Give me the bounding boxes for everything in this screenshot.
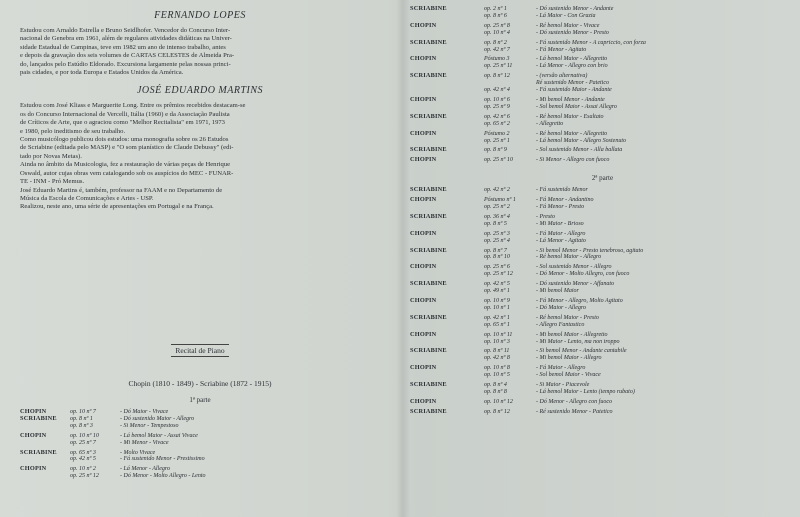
program-row xyxy=(410,204,795,211)
opus: op. 10 nº 9 xyxy=(484,298,510,304)
opus: op. 8 nº 9 xyxy=(484,147,507,154)
work: - Ré sustenido Menor - Patetico xyxy=(536,408,613,415)
opus: Póstumo 2 xyxy=(484,130,510,137)
bio-line: Estudou com José Kliass e Marguerite Long. Entre os prêmios recebidos destacam-se xyxy=(20,102,246,110)
opus: op. 25 nº 7 xyxy=(70,439,96,446)
opus: op. 10 nº 2 xyxy=(70,466,96,473)
work: - Allegretto xyxy=(536,120,564,127)
program-row xyxy=(20,433,380,440)
composer: CHOPIN xyxy=(410,364,437,372)
artist-1-section xyxy=(20,10,380,77)
work: - Dó sustenido Maior - Allegro xyxy=(120,415,195,422)
bio-line: Realizou, neste ano, uma série de apresentações em Portugal e na França. xyxy=(20,203,214,211)
work: - Lá Menor - Agitato xyxy=(536,237,586,244)
opus: op. 10 nº 11 xyxy=(484,331,513,338)
opus: op. 10 nº 12 xyxy=(484,398,513,405)
bio-line: TE - INM - Pró Memus. xyxy=(20,178,85,186)
opus: op. 42 nº 5 xyxy=(484,281,510,288)
work: - Mi Maior - Brioso xyxy=(536,220,584,227)
program-row xyxy=(410,197,795,204)
program-row xyxy=(410,157,795,164)
composer xyxy=(410,13,484,20)
opus: op. 36 nº 4 xyxy=(484,213,510,220)
program-subtitle: Chopin (1810 - 1849) - Scriabine (1872 - 1915) xyxy=(128,379,272,388)
composer: SCRIABINE xyxy=(410,347,447,355)
work: - Ré bemol Maior - Presto xyxy=(536,314,599,321)
composer: SCRIABINE xyxy=(410,407,447,415)
bio-line: pais cidades, e por toda Europa e Estados Unidos da América. xyxy=(20,69,184,77)
work: - Lá bemol Maior - Assai Vivace xyxy=(120,432,198,439)
work: - Si bemol Menor - Andante cantabile xyxy=(536,348,627,355)
program-row xyxy=(410,121,795,128)
composer xyxy=(410,238,484,245)
composer xyxy=(410,254,484,261)
work: - Molto Vivace xyxy=(120,449,156,456)
composer xyxy=(410,121,484,128)
bio-line: de Críticos de Arte, que o agraciou como "Melhor Recitalista" em 1971, 1973 xyxy=(20,119,225,127)
opus: op. 65 nº 2 xyxy=(484,120,510,127)
work: - Ré bemol Maior - Allegretto xyxy=(536,130,608,137)
opus: op. 10 nº 7 xyxy=(70,409,96,415)
opus: op. 65 nº 3 xyxy=(70,449,96,456)
bio-line: e depois da gravação dos seis volumes de CARTAS CELESTES de Almeida Pra- xyxy=(20,52,235,60)
program-part-1 xyxy=(20,409,380,480)
program-row xyxy=(20,440,380,447)
bio-line: Estudou com Arnaldo Estrella e Bruno Seidlhofer. Vencedor do Concurso Inter- xyxy=(20,27,231,34)
program-row xyxy=(410,23,795,30)
work: - Lá Maior - Con Grazia xyxy=(536,12,596,19)
recital-block xyxy=(20,346,380,480)
bio-line: Como musicólogo publicou dois estudos: uma monografia sobre os 26 Estudos xyxy=(20,136,229,144)
work: - Lá bemol Maior - Lento (tempo rubato) xyxy=(536,388,635,395)
composer xyxy=(410,322,484,329)
recital-title: Recital de Piano xyxy=(171,344,228,357)
composer: SCRIABINE xyxy=(410,280,447,288)
composer xyxy=(410,104,484,111)
work: - Si Menor - Allegro con fuoco xyxy=(536,157,610,164)
opus: op. 8 nº 12 xyxy=(484,408,510,415)
work: - Fá Menor - Presto xyxy=(536,204,585,211)
opus: op. 8 nº 11 xyxy=(484,348,510,355)
composer: CHOPIN xyxy=(410,55,437,63)
artist-2-section xyxy=(20,85,380,211)
work: - Sol bemol Maior - Vivace xyxy=(536,372,601,379)
opus: op. 8 nº 8 xyxy=(484,388,507,395)
opus: op. 25 nº 12 xyxy=(70,473,99,480)
opus: op. 10 nº 6 xyxy=(484,96,510,103)
work: - Fá sustenido Menor - Prestissimo xyxy=(120,456,205,463)
composer xyxy=(410,63,484,70)
composer xyxy=(410,138,484,145)
work: - Fá Menor - Agitato xyxy=(536,46,587,53)
bio-line: nacional de Genebra em 1961, além de regulares atividades didáticas na Univer- xyxy=(20,35,232,43)
program-row xyxy=(410,298,795,305)
work: - Mi Menor - Vivace xyxy=(120,439,169,446)
composer: CHOPIN xyxy=(410,95,437,103)
composer: SCRIABINE xyxy=(410,112,447,120)
work: - Ré bemol Maior - Vivace xyxy=(536,22,600,29)
right-page xyxy=(410,6,795,416)
opus: op. 49 nº 1 xyxy=(484,288,510,295)
composer xyxy=(410,271,484,278)
opus: op. 8 nº 6 xyxy=(484,12,507,19)
opus: Póstumo nº 1 xyxy=(484,197,516,204)
program-part-1-continued xyxy=(410,6,795,164)
work: - Presto xyxy=(536,213,555,220)
composer: SCRIABINE xyxy=(410,212,447,220)
program-row xyxy=(410,47,795,54)
opus: Póstumo 3 xyxy=(484,56,510,63)
part-2-heading: 2ª parte xyxy=(591,174,614,183)
composer: CHOPIN xyxy=(410,196,437,204)
composer: CHOPIN xyxy=(410,263,437,271)
opus: op. 25 nº 11 xyxy=(484,63,513,70)
bio-line: os do Concurso Internacional de Vercelli, Itália (1960) e da Associação Paulista xyxy=(20,110,230,118)
page-fold xyxy=(396,0,410,517)
program-row xyxy=(410,332,795,339)
work: - Fá Menor - Allegro, Molto Agitato xyxy=(536,298,623,304)
opus: op. 8 nº 3 xyxy=(70,422,93,429)
composer xyxy=(410,47,484,54)
program-row xyxy=(410,131,795,138)
composer: SCRIABINE xyxy=(20,448,57,456)
opus: op. 25 nº 6 xyxy=(484,264,510,271)
opus: op. 42 nº 5 xyxy=(70,456,96,463)
program-row xyxy=(410,254,795,261)
program-row xyxy=(410,87,795,94)
bio-line: Oswald, autor cujas obras vem catalogando sob os auspícios do MEC - FUNAR- xyxy=(20,169,234,177)
artist-1-bio xyxy=(20,27,380,77)
opus: op. 10 nº 3 xyxy=(484,338,510,345)
work: - Dó Menor - Molto Allegro, con fuoco xyxy=(536,271,630,278)
composer: SCRIABINE xyxy=(410,313,447,321)
program-row xyxy=(410,238,795,245)
work: - Mi bemol Maior - Allegretto xyxy=(536,331,608,338)
opus: op. 10 nº 8 xyxy=(484,365,510,372)
program-row xyxy=(410,97,795,104)
program-row xyxy=(410,271,795,278)
work: - (versão alternativa) xyxy=(536,73,588,80)
program-row xyxy=(410,138,795,145)
composer: SCRIABINE xyxy=(410,246,447,254)
opus: op. 8 nº 4 xyxy=(484,382,507,389)
program-row xyxy=(410,409,795,416)
composer: SCRIABINE xyxy=(410,38,447,46)
composer: SCRIABINE xyxy=(410,72,447,80)
program-row xyxy=(410,73,795,80)
work: - Fá Maior - Allegro xyxy=(536,230,586,237)
composer: CHOPIN xyxy=(410,21,437,29)
opus: op. 8 nº 1 xyxy=(70,415,93,422)
work: - Sol sustenido Menor - Allegro xyxy=(536,264,612,271)
opus: op. 8 nº 2 xyxy=(484,39,507,46)
bio-line: sidade Estadual de Campinas, teve em 1982 um ano de intenso trabalho, antes xyxy=(20,43,226,51)
program-row xyxy=(410,281,795,288)
work: - Dó sustenido Menor - Andante xyxy=(536,6,614,12)
program-row xyxy=(410,248,795,255)
work: - Mi bemol Maior xyxy=(536,288,579,295)
work: - Lá Menor - Allegro con brio xyxy=(536,63,608,70)
opus: op. 42 nº 8 xyxy=(484,355,510,362)
opus: op. 8 nº 7 xyxy=(484,247,507,254)
composer xyxy=(410,30,484,37)
composer xyxy=(20,456,70,463)
left-page xyxy=(20,6,380,480)
work: - Lá bemol Maior - Allegro Sostenuto xyxy=(536,137,626,144)
composer: SCRIABINE xyxy=(410,146,447,154)
opus: op. 42 nº 7 xyxy=(484,46,510,53)
program-row xyxy=(410,305,795,312)
program-row xyxy=(410,114,795,121)
program-row xyxy=(410,372,795,379)
work: - Fá Menor - Andantino xyxy=(536,197,594,204)
opus: op. 10 nº 5 xyxy=(484,372,510,379)
bio-line: José Eduardo Martins é, também, professor na FAAM e no Departamento de xyxy=(20,186,223,194)
composer: CHOPIN xyxy=(410,397,437,405)
composer xyxy=(410,288,484,295)
program-row xyxy=(410,348,795,355)
composer xyxy=(410,372,484,379)
program-row xyxy=(20,416,380,423)
bio-line: de Scriabine (editada pelo MASP) e "O som pianístico de Claude Debussy" (edi- xyxy=(20,144,234,152)
bio-line: e 1980, pelo ineditismo de seu trabalho. xyxy=(20,127,126,135)
work: - Fá sustenido Menor xyxy=(536,187,588,194)
opus: op. 8 nº 12 xyxy=(484,73,510,80)
composer xyxy=(410,355,484,362)
program-row xyxy=(20,456,380,463)
program-row xyxy=(20,423,380,430)
composer: CHOPIN xyxy=(20,465,47,473)
work: - Dó Menor - Molto Allegro - Lento xyxy=(120,473,206,480)
composer xyxy=(410,221,484,228)
opus: op. 42 nº 2 xyxy=(484,187,510,194)
work: - Ré bemol Maior - Allegro xyxy=(536,254,602,261)
program-row xyxy=(20,409,380,416)
work: Ré sustenido Menor - Patetico xyxy=(536,80,609,87)
program-part-2 xyxy=(410,187,795,415)
composer: CHOPIN xyxy=(410,297,437,304)
composer xyxy=(410,389,484,396)
work: - Lá bemol Maior - Allegretto xyxy=(536,56,608,63)
composer: CHOPIN xyxy=(20,431,47,439)
program-row xyxy=(410,6,795,13)
artist-2-name: JOSÉ EDUARDO MARTINS xyxy=(136,85,264,97)
opus: op. 25 nº 12 xyxy=(484,271,513,278)
artist-2-bio xyxy=(20,102,380,211)
opus: op. 65 nº 1 xyxy=(484,321,510,328)
program-row xyxy=(410,104,795,111)
work: - Lá Menor - Allegro xyxy=(120,466,170,473)
program-row xyxy=(410,214,795,221)
program-row xyxy=(410,13,795,20)
opus: op. 25 nº 1 xyxy=(484,137,510,144)
program-row xyxy=(410,322,795,329)
opus: op. 25 nº 10 xyxy=(484,157,513,164)
work: - Mi bemol Menor - Andante xyxy=(536,96,605,103)
work: - Dó Maior - Vivace xyxy=(120,409,169,415)
opus: op. 42 nº 4 xyxy=(484,87,510,94)
program-row xyxy=(410,80,795,87)
program-row xyxy=(410,187,795,194)
work: - Dó Maior - Allegro xyxy=(536,304,586,311)
program-row xyxy=(20,473,380,480)
program-row xyxy=(410,339,795,346)
program-row xyxy=(410,288,795,295)
opus: op. 25 nº 9 xyxy=(484,103,510,110)
composer: SCRIABINE xyxy=(410,186,447,194)
work: - Sol sustenido Menor - Alla ballata xyxy=(536,147,623,154)
composer: CHOPIN xyxy=(410,330,437,338)
composer xyxy=(410,305,484,312)
opus: op. 10 nº 4 xyxy=(484,29,510,36)
work: - Fá sustenido Menor - A capriccio, con forza xyxy=(536,39,646,46)
opus: op. 25 nº 2 xyxy=(484,204,510,211)
program-row xyxy=(410,221,795,228)
work: - Dó sustenido Menor - Affanato xyxy=(536,281,615,288)
bio-line: Ainda no âmbito da Musicologia, fez a restauração de várias peças de Henrique xyxy=(20,161,230,169)
opus: op. 10 nº 1 xyxy=(484,304,510,311)
work: - Fá Maior - Allegro xyxy=(536,365,586,372)
bio-line: Música da Escola de Comunicações e Artes - USP. xyxy=(20,194,154,202)
opus: op. 10 nº 10 xyxy=(70,432,99,439)
work: - Si bemol Menor - Presto tenebroso, agitato xyxy=(536,247,644,254)
program-row xyxy=(410,389,795,396)
composer: SCRIABINE xyxy=(20,414,57,422)
composer: CHOPIN xyxy=(410,129,437,137)
work: - Mi Maior - Lento, ma non troppo xyxy=(536,338,620,345)
program-row xyxy=(410,63,795,70)
opus: op. 42 nº 1 xyxy=(484,314,510,321)
composer xyxy=(410,87,484,94)
program-row xyxy=(410,147,795,154)
composer: CHOPIN xyxy=(410,156,437,164)
opus: op. 42 nº 6 xyxy=(484,113,510,120)
program-row xyxy=(410,365,795,372)
program-row xyxy=(410,315,795,322)
part-1-heading: 1ª parte xyxy=(189,396,211,404)
bio-line: tado por Novas Metas). xyxy=(20,152,82,160)
program-row xyxy=(20,466,380,473)
program-row xyxy=(410,30,795,37)
composer xyxy=(410,339,484,346)
work: - Ré bemol Maior - Esaltato xyxy=(536,113,604,120)
work: - Sol bemol Maior - Assai Allegro xyxy=(536,103,617,110)
opus: op. 8 nº 5 xyxy=(484,220,507,227)
program-row xyxy=(410,56,795,63)
work: - Si Maior - Piacevole xyxy=(536,382,590,389)
work: - Dó sustenido Menor - Presto xyxy=(536,29,609,36)
program-row xyxy=(410,399,795,406)
program-row xyxy=(410,355,795,362)
composer xyxy=(410,80,484,87)
composer: CHOPIN xyxy=(20,408,47,415)
opus: op. 8 nº 10 xyxy=(484,254,510,261)
work: - Si Menor - Tempestoso xyxy=(120,422,179,429)
work: - Allegro Fantastico xyxy=(536,321,585,328)
opus: op. 25 nº 8 xyxy=(484,22,510,29)
composer xyxy=(20,423,70,430)
program-row xyxy=(410,40,795,47)
composer: SCRIABINE xyxy=(410,5,447,12)
program-row xyxy=(410,231,795,238)
work: - Fá sustenido Maior - Andante xyxy=(536,87,612,94)
composer: SCRIABINE xyxy=(410,381,447,389)
work: - Dó Menor - Allegro con fuoco xyxy=(536,398,612,405)
composer: CHOPIN xyxy=(410,229,437,237)
work: - Mi bemol Maior - Allegro xyxy=(536,355,602,362)
opus: op. 25 nº 3 xyxy=(484,230,510,237)
composer xyxy=(20,440,70,447)
artist-1-name: FERNANDO LOPES xyxy=(154,10,246,21)
program-row xyxy=(410,382,795,389)
bio-line: do, lançados pelo Estúdio Eldorado. Excursiona largamente pelas nossas princi- xyxy=(20,60,231,68)
composer xyxy=(20,473,70,480)
opus: op. 25 nº 4 xyxy=(484,237,510,244)
opus: op. 2 nº 1 xyxy=(484,6,507,12)
composer xyxy=(410,204,484,211)
